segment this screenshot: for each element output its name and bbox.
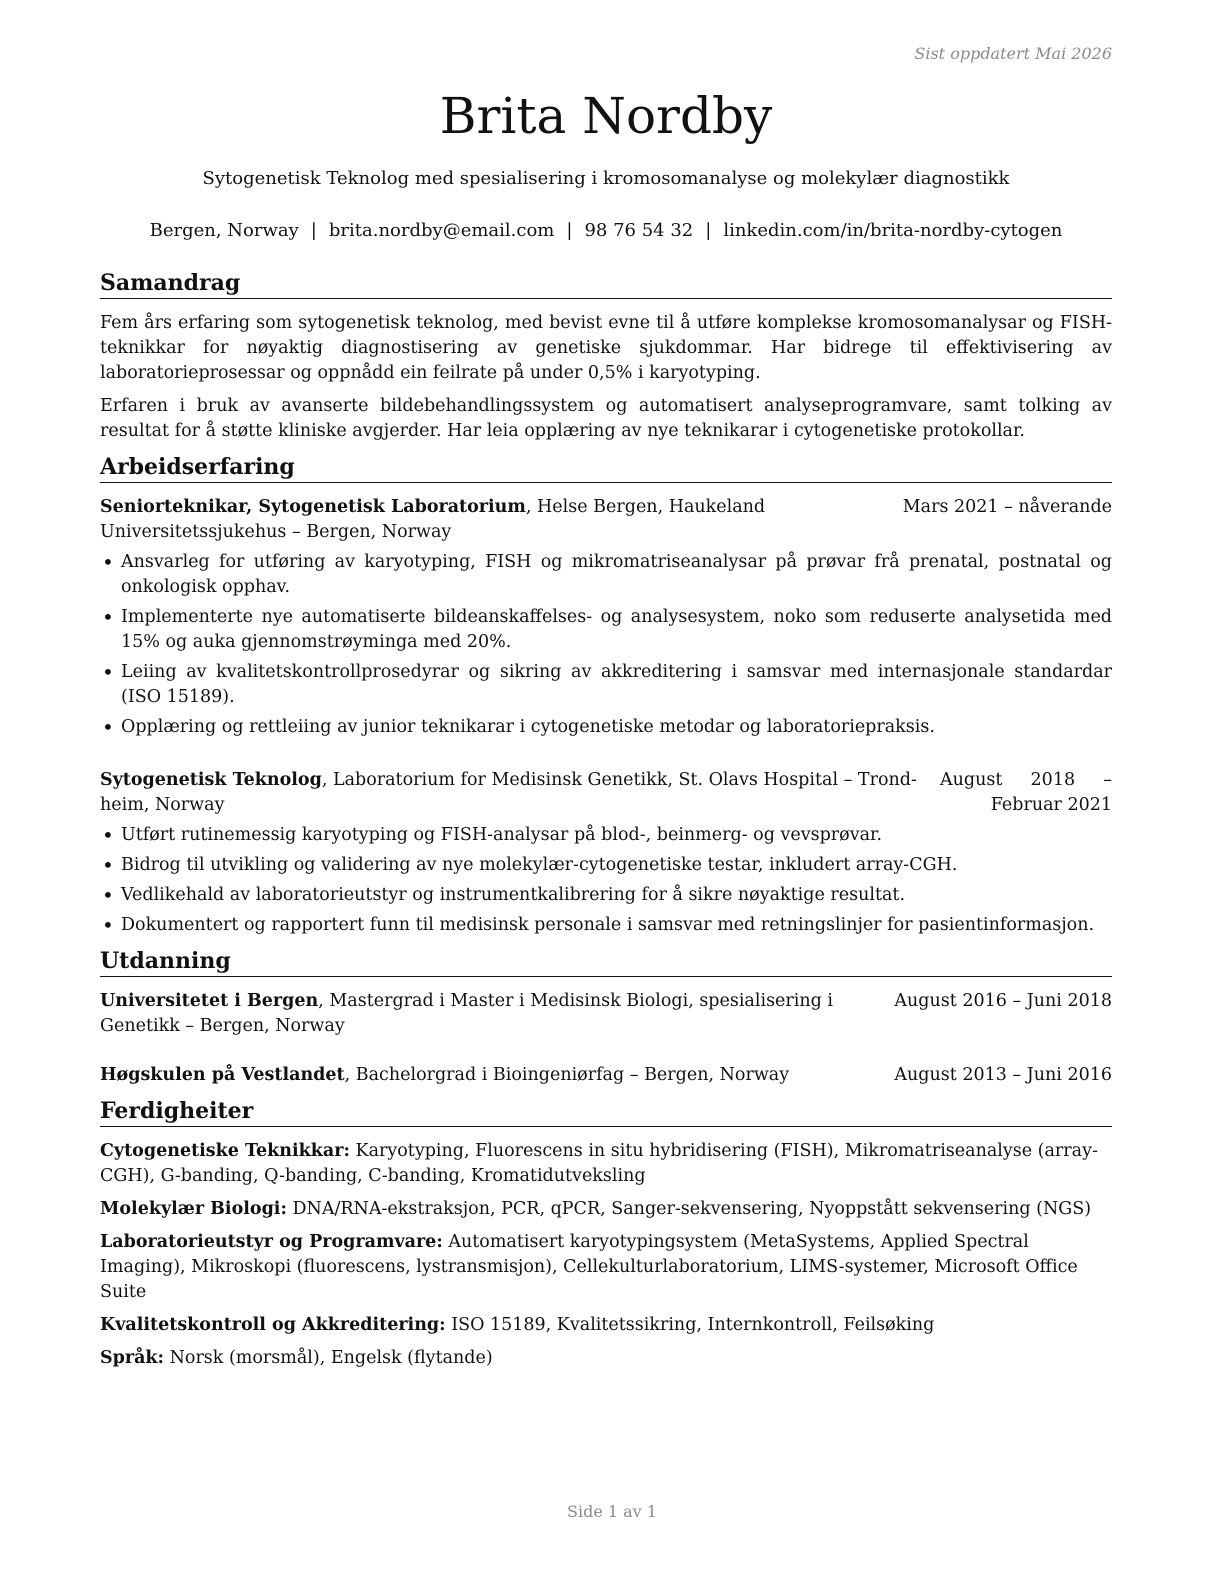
contact-separator: | — [566, 220, 573, 241]
summary-paragraph: Fem års erfaring som sytogenetisk teknolog, med bevist evne til å utføre komplekse kromosomanalysar og FISH-teknikkar for nøyaktig diagnostisering av genetiske sjukdommar. Har bidrege til effektivisering av laboratorieprosessar og oppnådd ein feilrate på under 0,5% i karyotyping. — [100, 313, 1112, 383]
education-detail: , Mastergrad i Master i Medisinsk Biologi, spesialisering i Genetikk – Bergen, Norway — [100, 991, 833, 1036]
job-entry — [100, 768, 1112, 818]
skill-label: Kvalitetskontroll og Akkreditering: — [100, 1315, 446, 1335]
job-bullet-list — [100, 823, 1112, 938]
job-heading — [100, 768, 940, 818]
skills-list — [100, 1139, 1112, 1371]
last-updated-note: Sist oppdatert Mai 2026 — [914, 44, 1112, 63]
contact-email[interactable]: brita.nordby@email.com — [328, 220, 555, 241]
job-title: Sytogenetisk Teknolog — [100, 770, 322, 790]
skill-label: Språk: — [100, 1348, 165, 1368]
skill-item — [100, 1139, 1112, 1189]
job-bullet: • Bidrog til utvikling og validering av nye molekylær-cytogenetiske testar, inkludert array-CGH. — [100, 853, 1112, 878]
education-heading — [100, 1063, 894, 1088]
education-dates: August 2016 – Juni 2018 — [894, 991, 1112, 1011]
section-heading-education: Utdanning — [100, 946, 1112, 977]
contact-location: Bergen, Norway — [149, 220, 299, 241]
education-heading — [100, 989, 894, 1039]
page-number: Side 1 av 1 — [567, 1502, 657, 1521]
contact-line — [100, 219, 1112, 243]
contact-separator: | — [310, 220, 317, 241]
skill-label: Laboratorieutstyr og Programvare: — [100, 1232, 443, 1252]
section-heading-skills: Ferdigheiter — [100, 1096, 1112, 1127]
contact-phone: 98 76 54 32 — [584, 220, 694, 241]
candidate-tagline: Sytogenetisk Teknolog med spesialisering i kromosomanalyse og molekylær diagnostikk — [202, 168, 1010, 189]
skill-value: Norsk (morsmål), Engelsk (flytande) — [164, 1348, 493, 1368]
skill-value: ISO 15189, Kvalitetssikring, Internkontroll, Feilsøking — [445, 1315, 935, 1335]
candidate-name: Brita Nordby — [439, 87, 773, 145]
section-heading-experience: Arbeidserfaring — [100, 452, 1112, 483]
education-school: Høgskulen på Vestlandet — [100, 1065, 345, 1085]
job-title: Seniorteknikar, Sytogenetisk Laboratorium — [100, 497, 526, 517]
skill-item — [100, 1346, 1112, 1371]
job-bullet: • Opplæring og rettleiing av junior teknikarar i cytogenetiske metodar og laboratoriepraksis. — [100, 715, 1112, 740]
job-bullet: • Leiing av kvalitetskontrollprosedyrar og sikring av akkreditering i samsvar med internasjonale standardar (ISO 15189). — [100, 660, 1112, 710]
job-bullet: • Implementerte nye automatiserte bildeanskaffelses- og analysesystem, noko som reduserte analysetida med 15% og auka gjennomstrøyminga med 20%. — [100, 605, 1112, 655]
job-organization: , Laboratorium for Medisinsk Genetikk, St. Olavs Hospital – Trondheim, Norway — [100, 770, 917, 815]
job-bullet-list — [100, 550, 1112, 740]
skill-value: DNA/RNA-ekstraksjon, PCR, qPCR, Sanger-sekvensering, Nyoppstått sekvensering (NGS) — [286, 1199, 1092, 1219]
job-entry — [100, 495, 1112, 545]
contact-separator: | — [705, 220, 712, 241]
education-dates: August 2013 – Juni 2016 — [894, 1065, 1112, 1085]
education-detail: , Bachelorgrad i Bioingeniørfag – Bergen, Norway — [344, 1065, 790, 1085]
job-bullet: • Utført rutinemessig karyotyping og FISH-analysar på blod-, beinmerg- og vevsprøvar. — [100, 823, 1112, 848]
skill-item — [100, 1230, 1112, 1305]
education-school: Universitetet i Bergen — [100, 991, 319, 1011]
summary-paragraph: Erfaren i bruk av avanserte bildebehandlingssystem og automatisert analyseprogramvare, samt tolking av resultat for å støtte kliniske avgjerder. Har leia opplæring av nye teknikarar i cytogenetiske protokollar. — [100, 396, 1112, 441]
skill-value: Karyotyping, Fluorescens in situ hybridisering (FISH), Mikromatriseanalyse (array-CGH), G-banding, Q-banding, C-banding, Kromatidutveksling — [100, 1141, 1098, 1186]
skill-label: Cytogenetiske Teknikkar: — [100, 1141, 350, 1161]
skill-label: Molekylær Biologi: — [100, 1199, 287, 1219]
job-bullet: • Dokumentert og rapportert funn til medisinsk personale i samsvar med retningslinjer for pasientinformasjon. — [100, 913, 1112, 938]
job-heading — [100, 495, 903, 545]
skill-value: Automatisert karyotypingsystem (MetaSystems, Applied Spectral Imaging), Mikroskopi (fluorescens, lystransmisjon), Cellekulturlaboratorium, LIMS-systemer, Microsoft Office Suite — [100, 1232, 1078, 1302]
resume-content — [100, 268, 1112, 1371]
education-entry — [100, 989, 1112, 1039]
section-heading-summary: Samandrag — [100, 268, 1112, 299]
job-bullet: • Vedlikehald av laboratorieutstyr og instrumentkalibrering for å sikre nøyaktige resultat. — [100, 883, 1112, 908]
education-entry — [100, 1063, 1112, 1088]
skill-item — [100, 1313, 1112, 1338]
job-dates: Mars 2021 – nåverande — [902, 497, 1112, 517]
job-organization: , Helse Bergen, Haukeland Universitetssjukehus – Bergen, Norway — [100, 497, 766, 542]
job-bullet: • Ansvarleg for utføring av karyotyping, FISH og mikromatriseanalysar på prøvar frå prenatal, postnatal og onkologisk opphav. — [100, 550, 1112, 600]
contact-linkedin[interactable]: linkedin.com/in/brita-nordby-cytogen — [723, 220, 1063, 241]
job-dates: August 2018 – Februar 2021 — [940, 770, 1112, 815]
skill-item — [100, 1197, 1112, 1222]
